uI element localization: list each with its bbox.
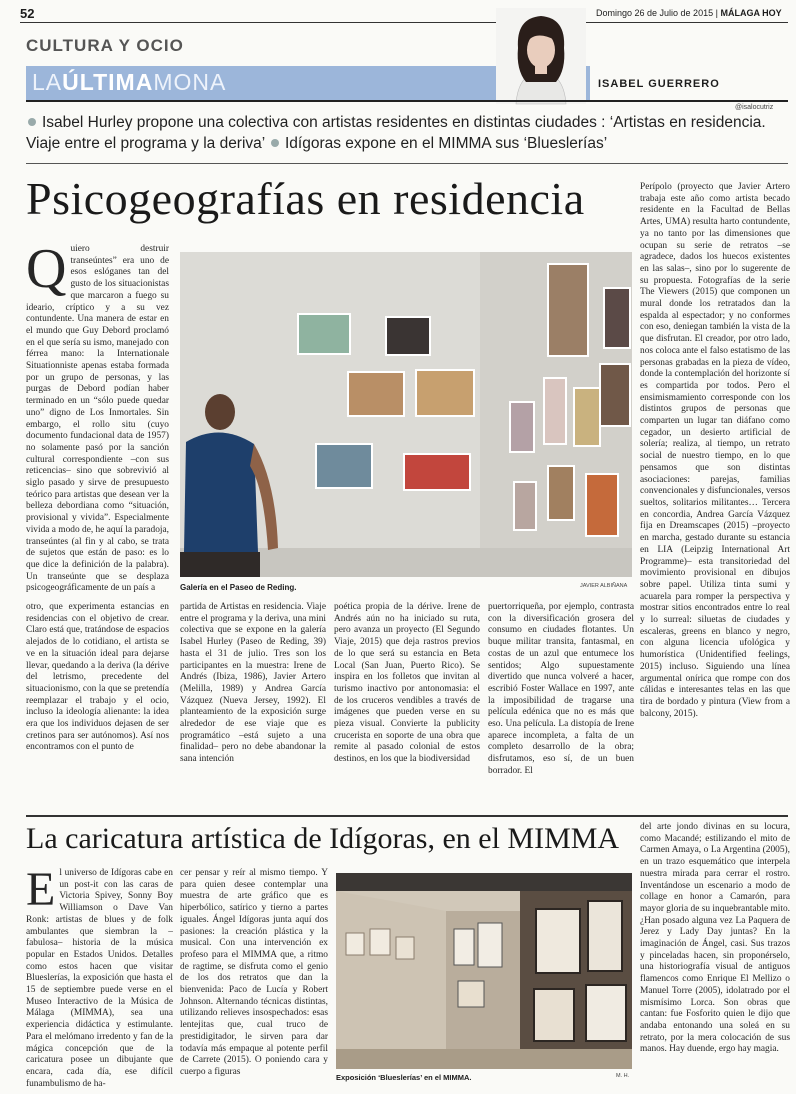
column-title-suffix: MONA — [153, 69, 227, 95]
article2-column-2: cer pensar y reír al mismo tiempo. Y para quien desee contemplar una muestra de arte gráfico que es hiperbólico, satírico y tierno a partes iguales. Ángel Idígoras junta aquí dos pasiones: la creación plástica y la musical. Con una intervención ex profeso para el MIMMA que, a ritmo de ragtime, se disfruta como el genio de los dos retratos que dan la bienvenida: Paco de Lucía y Robert Johnson. Alternando técnicas distintas, utilizando relieves insospechados: esas lentejitas que, cual truco de prestidigitador, le sirven para dar todavía más empaque al potente perfil de Carrete (2015). O poniendo cara y cuerpo a figuras — [180, 868, 328, 1077]
article1-drop-cap: Q — [26, 238, 67, 300]
author-twitter: @isalocutriz — [735, 104, 774, 111]
bullet-icon — [271, 139, 279, 147]
summary-rule — [26, 163, 788, 164]
author-photo — [496, 8, 586, 104]
article1-column-1-text: uiero destruir transeúntes” era uno de esos eslóganes tan del gusto de los situacionistas que marcaron a fuego su ideario, críptico y a su vez contundente. Una manera de estar en el mundo que Guy Debord proclamó en el que sería su ismo, manejado con férrea mano: la Internationale Situationniste apenas estaba formada por un grupo de personas, y las purgas de Debord podían haber terminado en un “sólo puede quedar uno” digno de Los Inmortales. Sin embargo, el rollo situ (cuyo documento fundacional data de 1957) no solamente pasó por la sanción cultural correspondiente –con sus reticencias– sino que sobrevivió al siglo pasado y sirve de presupuesto teórico para artistas que desean ver la belleza debordiana como “situación, provisional y vivida”. Especialmente vivida a modo de, he aquí la paradoja, transeúntes (al fin y al cabo, se trata de sujetos que están de paso: es lo que dice la definición de la palabra). Un transeúnte que se desplaza psicogeográficamente de un país a — [26, 244, 169, 594]
section-title: CULTURA Y OCIO — [26, 36, 184, 55]
article1-photo — [180, 252, 632, 577]
dateline: Domingo 26 de Julio de 2015 | MÁLAGA HOY — [596, 8, 782, 18]
article2-column-1-text: l universo de Idígoras cabe en un post-it con las caras de Victoria Spivey, Sonny Boy Williamson o Dave Van Ronk: artistas de blues y de folk ambulantes que siembran la –fabulosa– historia de la música popular en Estados Unidos. Detalles como estos hacen que visitar Blueslerías, la exposición que hasta el 15 de septiembre puede verse en el Museo Interactivo de la Música de Málaga (MIMMA), sea una experiencia didáctica y estimulante. Para el melómano irredento y fan de la mágica concepción que de la caricatura posee un dibujante que encara, cada día, ese difícil funambulismo de ha- — [26, 868, 173, 1089]
article1-column-5b: puertorriqueña, por ejemplo, contrasta con la diversificación grosera del consumo en ciudades flotantes. Un buque militar transita, fantasmal, en costas de un azul que entumece los sentidos; Algo supuestamente divertido que nunca volveré a hacer, escribió Foster Wallace en 1997, ante la imposibilidad de tragarse una película edénica que no es más que eso. Una película. La distopía de Irene aparece incompleta, a falta de un completo desarrollo de la obra; disfrutamos, eso sí, de un buen borrador. El — [488, 602, 634, 776]
issue-date: Domingo 26 de Julio de 2015 — [596, 8, 714, 18]
article1-headline: Psicogeografías en residencia — [26, 173, 585, 224]
article2-column-3: del arte jondo divinas en su locura, como Macandé; estilizando el mito de Carmen Amaya, o La Argentina (2005), en un trazo esquemático que interpela nuestra mirada para cerrar el rostro. Inventándose un escenario a modo de collage en honor a Camarón, para mayor gloria de su inquebrantable mito. ¿Han posado alguna vez La Paquera de Jerez y Lady Day juntas? En la imaginación de Ángel, casi. Sus trazos y pinceladas hacen, sin proponérselo, una historiografía visual de antiguos flamencos como Enrique El Mellizo o Manuel Torre (2005), idolatrado por el mismísimo Lorca. Son obras que cantan: fue Fosforito quien le dijo que andaba entonando una soleá en su retrato, por la mera colocación de sus manos. Hay duende, ergo hay magia. — [640, 822, 790, 1055]
article1-column-1 — [26, 238, 169, 594]
column-title-prefix: LA — [32, 69, 63, 95]
article2-headline: La caricatura artística de Idígoras, en el MIMMA — [26, 822, 620, 855]
column-title — [32, 69, 226, 96]
article2-photo — [336, 873, 632, 1069]
article2-column-1 — [26, 863, 173, 1089]
article1-column-4: poética propia de la dérive. Irene de Andrés aún no ha iniciado su ruta, pero avanza un proyecto (El Segundo Viaje, 2015) que deja rastros previos de lo que será su estancia en Beta Local (San Juan, Puerto Rico). Se inspira en los folletos que invitan al turismo inactivo por antonomasia: el de los cruceros vendibles a través de imágenes que pueden verse en su pieza visual. Convierte la publicity crucerista en soporte de una obra que remite al pasado colonial de estos destinos, en los que la biodiversidad — [334, 602, 480, 765]
article1-column-3: partida de Artistas en residencia. Viaje entre el programa y la deriva, una mini colectiva que se expone en la galería Isabel Hurley (Paseo de Reding, 39) hasta el 31 de julio. Tres son los participantes en la muestra: Irene de Andrés (Ibiza, 1986), Javier Artero (Melilla, 1989) y Andrea García Vázquez (Nueva Jersey, 1992). El planteamiento de la exposición surge alrededor de ese viaje que es programático –está sujeto a una finalidad– pero no debe abandonar la sana intención — [180, 602, 326, 765]
summary — [26, 112, 786, 154]
page-number: 52 — [20, 6, 35, 21]
article1-photo-credit: JAVIER ALBIÑANA — [580, 583, 628, 589]
newspaper-name: MÁLAGA HOY — [720, 8, 782, 18]
column-title-bold: ÚLTIMA — [62, 69, 154, 95]
article1-column-2: otro, que experimenta estancias en residencias con el objetivo de crear. Claro está que, tratándose de espacios alejados de lo cotidiano, el artista se ve en la situación ideal para dejarse llevar, quedando a la deriva (la dérive del letrismo, precedente del situacionismo, con la que se pretendía reemplazar el trabajo y el ocio, incluso la ideología alienante: la idea era que los individuos dejasen de ser cretinos para ser autónomos). Así nos encontramos con el punto de — [26, 602, 169, 753]
article2-photo-caption: Exposición ‘Blueslerías’ en el MIMMA. — [336, 1073, 472, 1082]
article-divider — [26, 815, 788, 817]
summary-item-2: Idígoras expone en el MIMMA sus ‘Blueslerías’ — [284, 135, 608, 152]
summary-item-1: Isabel Hurley propone una colectiva con artistas residentes en distintas ciudades : ‘Artistas en residencia. Viaje entre el programa y la deriva’ — [26, 114, 766, 152]
article2-photo-credit: M. H. — [616, 1073, 630, 1079]
top-rule — [20, 22, 788, 23]
article1-photo-caption: Galería en el Paseo de Reding. — [180, 583, 297, 592]
bullet-icon — [28, 118, 36, 126]
banner-rule — [26, 100, 788, 102]
article2-drop-cap: E — [26, 863, 56, 916]
article1-column-5: Perípolo (proyecto que Javier Artero trabaja este año como artista becado residente en la Facultad de Bellas Artes, UMA) resulta harto contundente, ya no tanto por las dimensiones que ocupan su serie de retratos –se agradece, dados los huecos existentes en las salas–, sino por lo sugerente de su propuesta. Fotografías de la serie The Viewers (2015) que componen un mural donde los retratados dan la espalda al espectador; y no conformes con eso, deniegan también la vista de la que disfrutan. El creador, por otro lado, nos coloca ante el falso estatismo de las personas grabadas en la pieza de vídeo, donde la contemplación del horizonte sí es compartida por todos. Pero el ensimismamiento corresponde con los distintos grupos de personas que comparten un lugar tan diáfano como cegador, un desierto artificial de solería; realiza, al tiempo, un retrato social de nuestro tiempo, en lo que pensamos que son distintas asociaciones: parejas, familias convencionales y disfuncionales, versos sueltos, solitarios militantes… Tercera en concordia, Andrea García Vázquez fija en Dreamscapes (2015) –proyecto en marcha, gestado durante su estancia en LIA (Leipzig International Art Programme)– esta transitoriedad del movimiento provisional en dibujos sobre papel. Utiliza tinta sumi y acuarela para romper la perspectiva y mostrar sitios encontrados entre lo real y lo surreal: siluetas de ciudades y escaleras, greens en blanco y negro, con alguna licencia ufológica y humorística (Unidentified feelings, 2015) incluso. Siguiendo una línea argumental onírica que rompe con dos cálidas e interesantes telas en las que tira de bordado y pintura (View from a balcony, 2015). — [640, 182, 790, 719]
author-name: ISABEL GUERRERO — [598, 78, 720, 90]
